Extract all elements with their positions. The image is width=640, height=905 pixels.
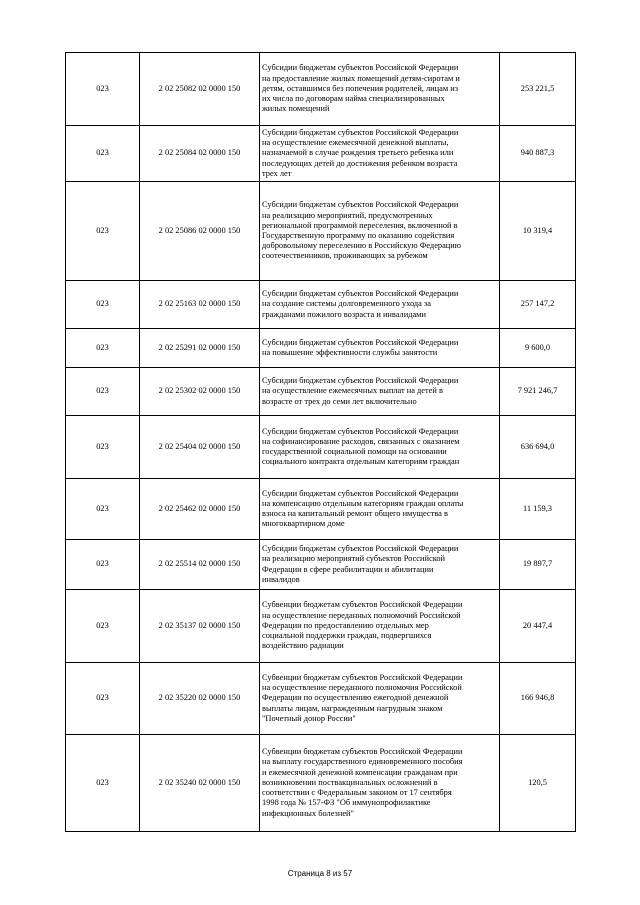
table-row <box>66 663 576 735</box>
description-text: Субвенции бюджетам субъектов Российской Федерации на выплату государственного единовременного пособия и ежемесячной денежной компенсации гражданам при возникновении поствакцинальных осложнений в соответствии с Федеральным законом от 17 сентября 1998 года № 157-ФЗ "Об иммунопрофилактике инфекционных болезней" <box>262 747 463 818</box>
amount-cell: 120,5 <box>500 735 576 832</box>
page-number: Страница 8 из 57 <box>287 869 353 878</box>
budget-code-cell: 2 02 25302 02 0000 150 <box>140 368 260 416</box>
amount-cell: 20 447,4 <box>500 590 576 663</box>
table-row <box>66 368 576 416</box>
admin-code-cell: 023 <box>66 53 140 126</box>
budget-code-cell: 2 02 25082 02 0000 150 <box>140 53 260 126</box>
amount-cell: 11 159,3 <box>500 479 576 540</box>
admin-code-cell: 023 <box>66 126 140 182</box>
budget-code-cell: 2 02 25163 02 0000 150 <box>140 281 260 329</box>
description-cell <box>260 416 500 479</box>
amount-cell: 636 694,0 <box>500 416 576 479</box>
admin-code-cell: 023 <box>66 540 140 590</box>
description-cell <box>260 53 500 126</box>
description-text: Субсидии бюджетам субъектов Российской Федерации на реализацию мероприятий, предусмотренных региональной программой переселения, включенной в Государственную программу по оказанию содействия добровольному переселению в Российскую Федерацию соотечественников, проживающих за рубежом <box>262 200 462 261</box>
admin-code-cell: 023 <box>66 416 140 479</box>
table-row <box>66 590 576 663</box>
description-cell <box>260 663 500 735</box>
budget-code-cell: 2 02 35137 02 0000 150 <box>140 590 260 663</box>
amount-cell: 10 319,4 <box>500 182 576 281</box>
budget-code-cell: 2 02 25086 02 0000 150 <box>140 182 260 281</box>
description-cell <box>260 540 500 590</box>
description-text: Субсидии бюджетам субъектов Российской Федерации на осуществление ежемесячных выплат на детей в возрасте от трех до семи лет включительно <box>262 376 459 406</box>
description-text: Субвенции бюджетам субъектов Российской Федерации на осуществление переданного полномочия Российской Федерации по осуществлению ежегодной денежной выплаты лицам, награжденным нагрудным знаком "Почетный донор России" <box>262 672 463 723</box>
description-text: Субсидии бюджетам субъектов Российской Федерации на компенсацию отдельным категориям граждан оплаты взноса на капитальный ремонт общего имущества в многоквартирном доме <box>262 488 464 529</box>
description-cell <box>260 329 500 368</box>
amount-cell: 253 221,5 <box>500 53 576 126</box>
table-row <box>66 126 576 182</box>
budget-code-cell: 2 02 25291 02 0000 150 <box>140 329 260 368</box>
amount-cell: 9 600,0 <box>500 329 576 368</box>
amount-cell: 7 921 246,7 <box>500 368 576 416</box>
admin-code-cell: 023 <box>66 329 140 368</box>
table-row <box>66 735 576 832</box>
description-text: Субсидии бюджетам субъектов Российской Федерации на создание системы долговременного ухода за гражданами пожилого возраста и инвалидами <box>262 289 459 319</box>
admin-code-cell: 023 <box>66 479 140 540</box>
budget-code-cell: 2 02 25514 02 0000 150 <box>140 540 260 590</box>
budget-code-cell: 2 02 35240 02 0000 150 <box>140 735 260 832</box>
admin-code-cell: 023 <box>66 663 140 735</box>
budget-code-cell: 2 02 25084 02 0000 150 <box>140 126 260 182</box>
description-text: Субвенции бюджетам субъектов Российской Федерации на осуществление переданных полномочий Российской Федерации по предоставлению отдельных мер социальной поддержки граждан, подвергшихся воздействию радиации <box>262 600 463 651</box>
description-text: Субсидии бюджетам субъектов Российской Федерации на предоставление жилых помещений детям-сиротам и детям, оставшимся без попечения родителей, лицам из их числа по договорам найма специализированных жилых помещений <box>262 63 460 114</box>
budget-table <box>65 52 576 832</box>
description-cell <box>260 735 500 832</box>
budget-code-cell: 2 02 25404 02 0000 150 <box>140 416 260 479</box>
amount-cell: 166 946,8 <box>500 663 576 735</box>
budget-code-cell: 2 02 25462 02 0000 150 <box>140 479 260 540</box>
table-row <box>66 281 576 329</box>
description-text: Субсидии бюджетам субъектов Российской Федерации на реализацию мероприятий субъектов Российской Федерации в сфере реабилитации и абилитации инвалидов <box>262 544 459 584</box>
admin-code-cell: 023 <box>66 735 140 832</box>
amount-cell: 257 147,2 <box>500 281 576 329</box>
admin-code-cell: 023 <box>66 368 140 416</box>
description-cell <box>260 126 500 182</box>
description-text: Субсидии бюджетам субъектов Российской Федерации на осуществление ежемесячной денежной выплаты, назначаемой в случае рождения третьего ребенка или последующих детей до достижения ребенком возраста трех лет <box>262 127 459 178</box>
description-text: Субсидии бюджетам субъектов Российской Федерации на повышение эффективности службы занятости <box>262 337 459 357</box>
description-cell <box>260 281 500 329</box>
admin-code-cell: 023 <box>66 590 140 663</box>
table-row <box>66 479 576 540</box>
description-cell <box>260 182 500 281</box>
description-cell <box>260 479 500 540</box>
admin-code-cell: 023 <box>66 182 140 281</box>
description-cell <box>260 368 500 416</box>
description-text: Субсидии бюджетам субъектов Российской Федерации на софинансирование расходов, связанных с оказанием государственной социальной помощи на основании социального контракта отдельным категориям граждан <box>262 426 460 467</box>
table-row <box>66 329 576 368</box>
budget-code-cell: 2 02 35220 02 0000 150 <box>140 663 260 735</box>
description-cell <box>260 590 500 663</box>
table-row <box>66 540 576 590</box>
table-row <box>66 416 576 479</box>
admin-code-cell: 023 <box>66 281 140 329</box>
table-row <box>66 53 576 126</box>
amount-cell: 940 887,3 <box>500 126 576 182</box>
amount-cell: 19 897,7 <box>500 540 576 590</box>
table-row <box>66 182 576 281</box>
